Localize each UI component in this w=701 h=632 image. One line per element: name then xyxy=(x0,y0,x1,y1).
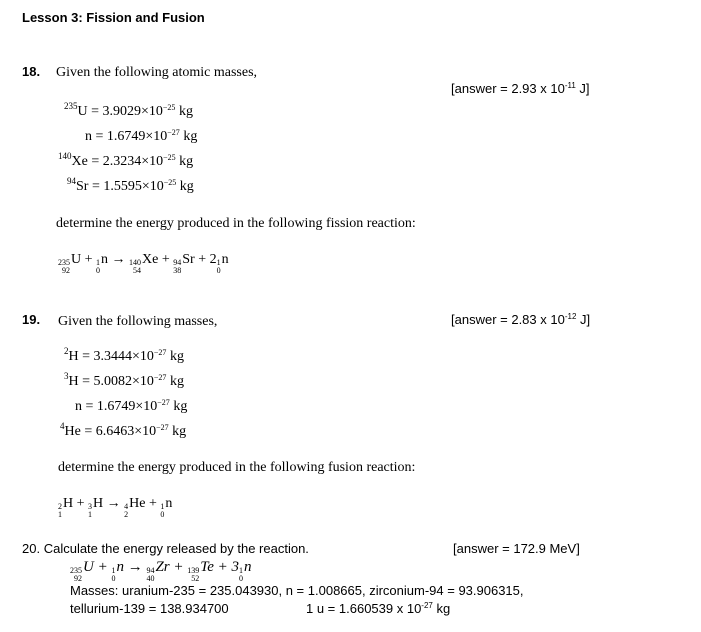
nuclide-neutron: 1 0 n xyxy=(216,252,229,275)
question-18-number: 18. xyxy=(22,64,41,79)
reaction-arrow: → xyxy=(108,252,130,267)
q19-mass-neutron: $n = 1.6749\times 10^{-27}$ kg xyxy=(75,398,188,414)
q20-masses-tellurium: tellurium-139 = 138.934700 xyxy=(70,601,229,616)
nuclide-neutron: 1 0 n xyxy=(160,496,173,519)
q20-reaction: 235 92 U + 1 0 n → 94 40 Zr + 139 52 Te + 3 1 0 n xyxy=(70,559,252,583)
nuclide-te139: 139 52 Te xyxy=(187,559,214,583)
question-20-prompt: Calculate the energy released by the reaction. xyxy=(43,541,309,556)
q19-mass-h3: $^3H = 5.0082\times 10^{-27}$ kg xyxy=(64,371,184,389)
q18-mass-xe140: $^{140}Xe = 2.3234\times 10^{-25}$ kg xyxy=(58,151,194,169)
nuclide-he4: 4 2 He xyxy=(124,496,146,519)
question-19-prompt: Given the following masses, xyxy=(58,314,218,329)
question-18-answer: [answer = 2.93 x $10^{-11}$ J] xyxy=(451,81,590,96)
nuclide-neutron: 1 0 n xyxy=(239,559,252,583)
fission-reaction: 235 92 U + 1 0 n → 140 54 Xe + 94 38 Sr + 2 1 0 n xyxy=(58,252,229,275)
q18-mass-u235: $^{235}U = 3.9029\times 10^{-25}$ kg xyxy=(64,101,193,119)
reaction-arrow: → xyxy=(123,559,147,575)
question-19-instruction: determine the energy produced in the following fusion reaction: xyxy=(58,460,416,475)
question-18-instruction: determine the energy produced in the following fission reaction: xyxy=(56,216,416,231)
nuclide-u235: 235 92 U xyxy=(58,252,82,275)
nuclide-neutron: 1 0 n xyxy=(111,559,124,583)
q20-atomic-mass-unit: 1 u = 1.660539 x $10^{-27}$ kg xyxy=(306,601,451,616)
nuclide-h3: 3 1 H xyxy=(88,496,104,519)
nuclide-zr94: 94 40 Zr xyxy=(146,559,170,583)
q20-masses-line-1: Masses: uranium-235 = 235.043930, n = 1.008665, zirconium-94 = 93.906315, xyxy=(70,583,524,598)
question-20-number: 20. xyxy=(22,541,41,556)
fusion-reaction: 2 1 H + 3 1 H → 4 2 He + 1 0 n xyxy=(58,496,173,519)
nuclide-neutron: 1 0 n xyxy=(96,252,109,275)
q18-mass-neutron: $n = 1.6749\times 10^{-27}$ kg xyxy=(85,128,198,144)
page-title: Lesson 3: Fission and Fusion xyxy=(22,10,205,25)
question-20-answer: [answer = 172.9 MeV] xyxy=(453,541,580,556)
reaction-arrow: → xyxy=(103,496,125,511)
nuclide-sr94: 94 38 Sr xyxy=(173,252,195,275)
question-20 xyxy=(22,541,309,556)
nuclide-xe140: 140 54 Xe xyxy=(129,252,159,275)
q19-mass-he4: $^4He = 6.6463\times 10^{-27}$ kg xyxy=(60,421,187,439)
question-19-answer: [answer = 2.83 x $10^{-12}$ J] xyxy=(451,312,591,327)
nuclide-u235: 235 92 U xyxy=(70,559,94,583)
question-19-number: 19. xyxy=(22,312,41,327)
q19-mass-h2: $^2H = 3.3444\times 10^{-27}$ kg xyxy=(64,346,184,364)
q18-mass-sr94: $^{94}Sr = 1.5595\times 10^{-25}$ kg xyxy=(67,176,194,194)
question-18-prompt: Given the following atomic masses, xyxy=(56,65,258,80)
nuclide-h2: 2 1 H xyxy=(58,496,74,519)
